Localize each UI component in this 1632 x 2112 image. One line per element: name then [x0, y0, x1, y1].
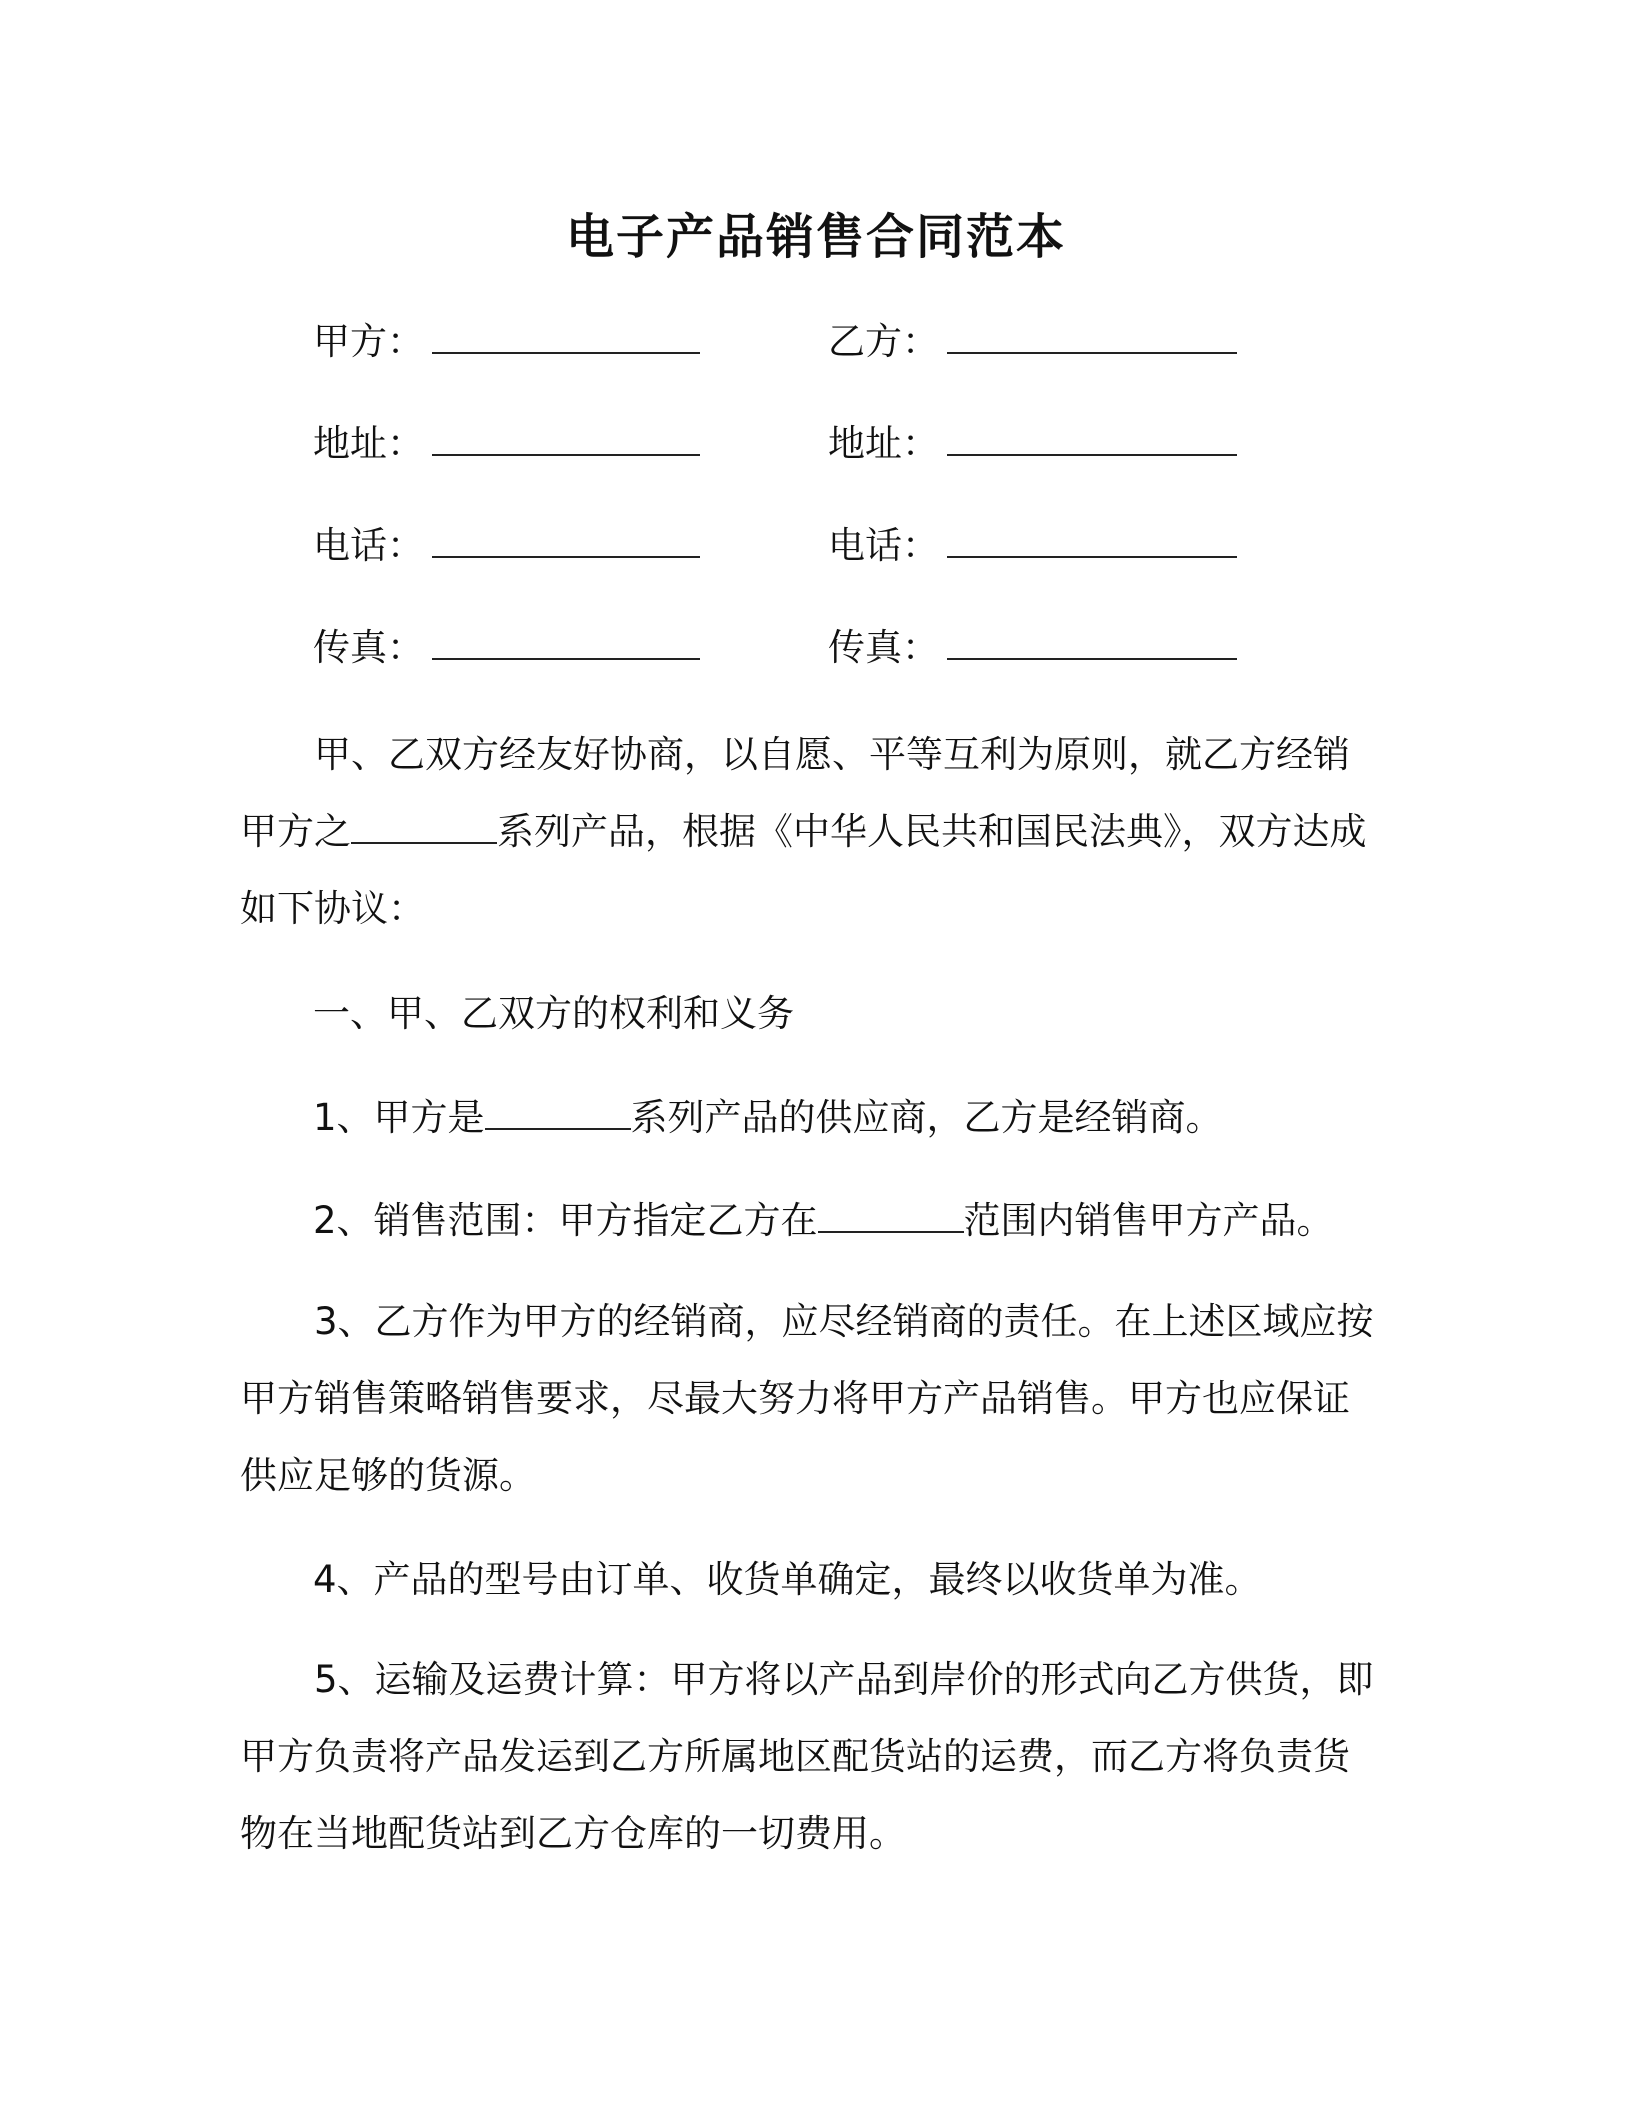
- party-b-phone-field: [828, 518, 1237, 574]
- party-a-phone-field: [313, 518, 700, 574]
- party-b-address-field: [828, 416, 1237, 472]
- intro-paragraph: [240, 716, 1380, 947]
- party-b-address-blank: [947, 418, 1237, 456]
- party-a-name-label: 甲方：: [313, 320, 424, 363]
- party-b-name-field: [828, 314, 1237, 370]
- party-row-fax: [0, 620, 1632, 676]
- party-b-fax-field: [828, 620, 1237, 676]
- party-b-address-label: 地址：: [828, 422, 939, 465]
- clause-1-part1: 1、甲方是: [313, 1096, 485, 1139]
- party-a-address-label: 地址：: [313, 422, 424, 465]
- clause-1-blank: [485, 1094, 631, 1130]
- party-a-fax-label: 传真：: [313, 626, 424, 669]
- party-a-fax-blank: [432, 622, 700, 660]
- party-row-address: [0, 416, 1632, 472]
- clause-2-blank: [818, 1197, 964, 1233]
- party-row-name: [0, 314, 1632, 370]
- clause-2: [313, 1193, 1334, 1249]
- clause-2-part1: 2、销售范围：甲方指定乙方在: [313, 1199, 818, 1242]
- party-a-address-field: [313, 416, 700, 472]
- party-a-name-field: [313, 314, 700, 370]
- party-b-fax-blank: [947, 622, 1237, 660]
- clause-4: 4、产品的型号由订单、收货单确定，最终以收货单为准。: [313, 1558, 1262, 1601]
- intro-text-part2: 系列产品，根据《中华人民共和国民法典》，双方达成如下协议：: [240, 810, 1367, 930]
- party-a-name-blank: [432, 316, 700, 354]
- clause-1-part2: 系列产品的供应商，乙方是经销商。: [630, 1096, 1223, 1139]
- intro-text-part1: 甲、乙双方经友好协商，以自愿、平等互利为原则，就乙方经销甲方之: [240, 733, 1350, 853]
- clause-2-part2: 范围内销售甲方产品。: [963, 1199, 1334, 1242]
- intro-product-blank: [351, 808, 497, 844]
- clause-5: 5、运输及运费计算：甲方将以产品到岸价的形式向乙方供货，即甲方负责将产品发运到乙方所属地区配货站的运费，而乙方将负责货物在当地配货站到乙方仓库的一切费用。: [240, 1658, 1374, 1855]
- party-b-phone-blank: [947, 520, 1237, 558]
- party-a-phone-blank: [432, 520, 700, 558]
- clause-1: [313, 1090, 1223, 1146]
- section1-heading: 一、甲、乙双方的权利和义务: [313, 992, 794, 1035]
- party-a-address-blank: [432, 418, 700, 456]
- party-b-fax-label: 传真：: [828, 626, 939, 669]
- document-title: 电子产品销售合同范本: [565, 209, 1066, 265]
- party-b-name-label: 乙方：: [828, 320, 939, 363]
- party-b-phone-label: 电话：: [828, 524, 939, 567]
- party-row-phone: [0, 518, 1632, 574]
- party-b-name-blank: [947, 316, 1237, 354]
- party-a-phone-label: 电话：: [313, 524, 424, 567]
- clause-3: 3、乙方作为甲方的经销商，应尽经销商的责任。在上述区域应按甲方销售策略销售要求，尽最大努力将甲方产品销售。甲方也应保证供应足够的货源。: [240, 1300, 1374, 1497]
- party-a-fax-field: [313, 620, 700, 676]
